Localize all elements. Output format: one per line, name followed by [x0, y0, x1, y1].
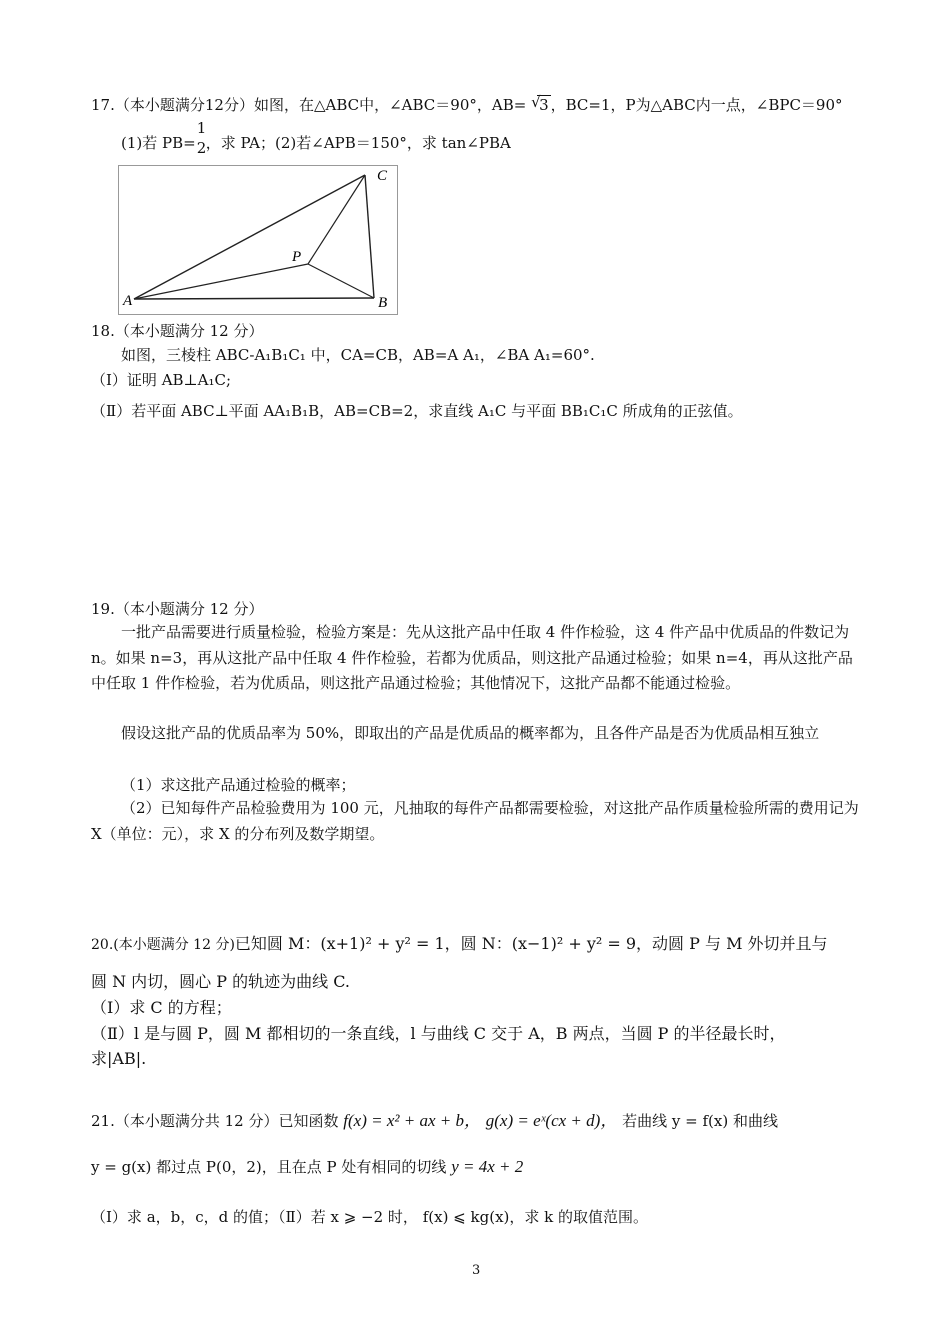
q19-header: 19.（本小题满分 12 分）: [91, 600, 264, 618]
sqrt-3: √ 3: [531, 93, 549, 114]
q18-header: 18.（本小题满分 12 分）: [91, 322, 264, 340]
page-number: 3: [472, 1263, 481, 1278]
q19-para1: 一批产品需要进行质量检验，检验方案是：先从这批产品中任取 4 件作检验，这 4 件产品中优质品的件数记为 n。如果 n=3，再从这批产品中任取 4 件作检验，若都为优质品，则这批产品通过检验；如果 n=4，再从这批产品中任取 1 件作检验，若为优质品，则这批产品通过检验；其他情况下，这批产品都不能通过检验。: [91, 623, 853, 692]
q18-part1: （Ⅰ）证明 AB⊥A₁C;: [91, 371, 232, 389]
q20-part1: （Ⅰ）求 C 的方程；: [91, 998, 232, 1017]
q19-para2: 假设这批产品的优质品率为 50%，即取出的产品是优质品的概率都为，且各件产品是否为优质品相互独立: [121, 724, 820, 742]
q21-line3: （Ⅰ）求 a，b，c，d 的值；（Ⅱ）若 x ⩾ −2 时， f(x) ⩽ kg(x)，求 k 的取值范围。: [91, 1208, 649, 1226]
fraction-one-half: 1 2: [196, 119, 207, 157]
g-definition: g(x) = eˣ(cx + d)，: [485, 1111, 618, 1130]
q20-part2a: （Ⅱ）l 是与圆 P，圆 M 都相切的一条直线，l 与曲线 C 交于 A，B 两点，当圆 P 的半径最长时，: [91, 1024, 786, 1043]
label-b: B: [378, 295, 388, 311]
tangent-line: y = 4x + 2: [451, 1157, 524, 1176]
triangle-diagram: [119, 166, 397, 314]
q20-line2: 圆 N 内切，圆心 P 的轨迹为曲线 C.: [91, 972, 350, 991]
q21-line2: y = g(x) 都过点 P(0，2)，且在点 P 处有相同的切线 y = 4x + 2: [91, 1157, 524, 1176]
q17-figure: [118, 165, 398, 315]
segment-ac: [134, 175, 365, 299]
q17-parts: (1)若 PB= 1 2 ，求 PA；(2)若∠APB＝150°，求 tan∠PBA: [121, 119, 511, 157]
q17-number: 17.: [91, 96, 115, 114]
q19-part2: （2）已知每件产品检验费用为 100 元，凡抽取的每件产品都需要检验，对这批产品作质量检验所需的费用记为 X（单位：元），求 X 的分布列及数学期望。: [91, 799, 859, 843]
q18-part2: （Ⅱ）若平面 ABC⊥平面 AA₁B₁B，AB=CB=2，求直线 A₁C 与平面 BB₁C₁C 所成角的正弦值。: [91, 402, 743, 420]
label-a: A: [123, 293, 133, 309]
segment-ap: [134, 264, 308, 299]
q21-line1: 21.（本小题满分共 12 分）已知函数 f(x) = x² + ax + b， g(x) = eˣ(cx + d)， 若曲线 y = f(x) 和曲线: [91, 1111, 778, 1130]
label-p: P: [292, 249, 302, 265]
q17-header: 17.（本小题满分12分）如图，在△ABC中，∠ABC＝90°，AB= √ 3 ，BC=1，P为△ABC内一点，∠BPC＝90°: [91, 93, 843, 114]
q20-part2b: 求|AB|.: [91, 1049, 147, 1068]
f-definition: f(x) = x² + ax + b，: [343, 1111, 481, 1130]
q20-line1: 20.(本小题满分 12 分)已知圆 M：(x+1)² + y² = 1，圆 N：(x−1)² + y² = 9，动圆 P 与 M 外切并且与: [91, 934, 828, 953]
segment-pc: [308, 175, 365, 264]
q19-part1: （1）求这批产品通过检验的概率；: [121, 776, 356, 794]
label-c: C: [377, 168, 388, 184]
segment-ab: [134, 298, 374, 299]
segment-pb: [308, 264, 374, 298]
segment-bc: [365, 175, 374, 298]
q18-intro: 如图，三棱柱 ABC-A₁B₁C₁ 中，CA=CB，AB=A A₁，∠BA A₁=60°.: [121, 346, 595, 364]
